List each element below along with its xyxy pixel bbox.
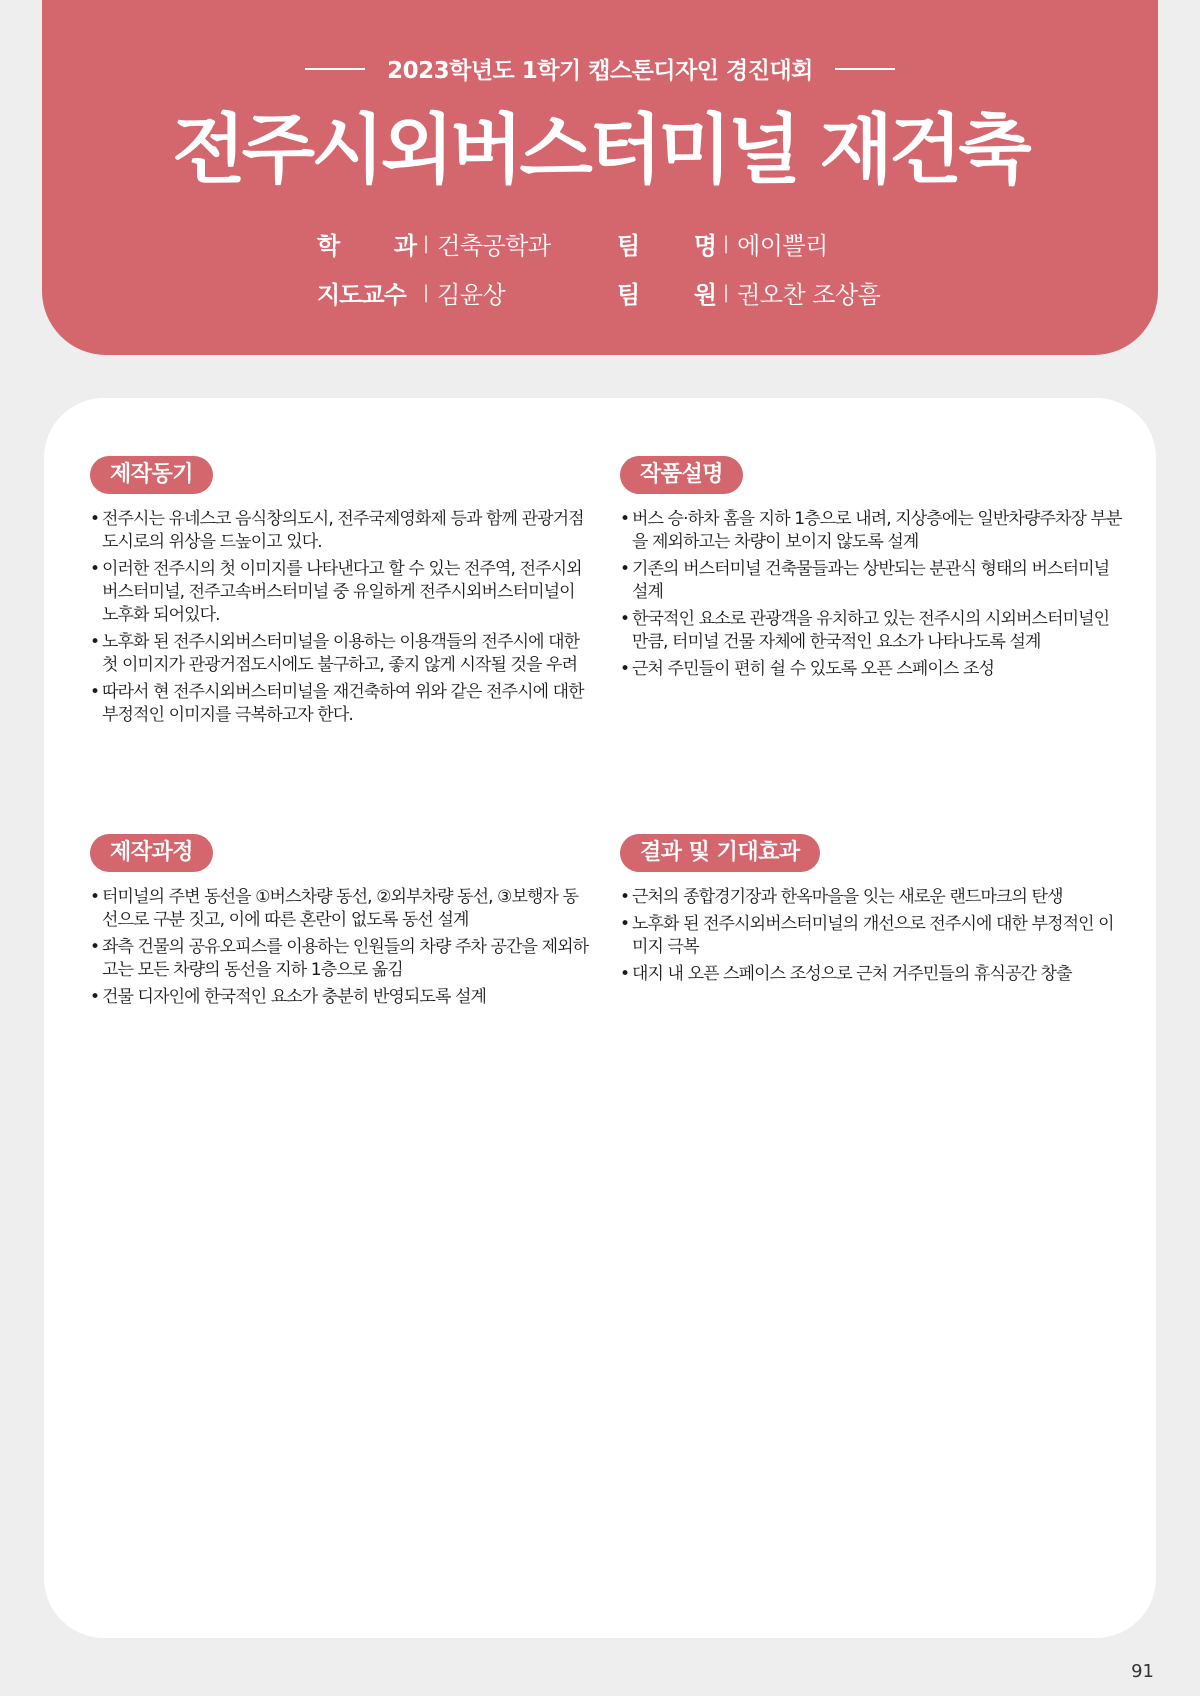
info-separator: | <box>723 282 730 303</box>
advisor-label: 지도교수 <box>317 281 406 309</box>
content-card <box>44 398 1156 1638</box>
bullet-list <box>620 886 1122 986</box>
section-title: 작품설명 <box>620 456 743 494</box>
list-item: • 기존의 버스터미널 건축물들과는 상반되는 분관식 형태의 버스터미널 설계 <box>620 558 1122 604</box>
info-department <box>317 226 617 261</box>
list-item: • 노후화 된 전주시외버스터미널을 이용하는 이용객들의 전주시에 대한 첫 이미지가 관광거점도시에도 불구하고, 좋지 않게 시작될 것을 우려 <box>90 631 590 677</box>
list-item: • 터미널의 주변 동선을 ①버스차량 동선, ②외부차량 동선, ③보행자 동선으로 구분 짓고, 이에 따른 혼란이 없도록 동선 설계 <box>90 886 590 932</box>
list-item: • 버스 승·하차 홈을 지하 1층으로 내려, 지상층에는 일반차량주차장 부분을 제외하고는 차량이 보이지 않도록 설계 <box>620 508 1122 554</box>
bullet-list <box>620 508 1122 681</box>
list-item: • 좌측 건물의 공유오피스를 이용하는 인원들의 차량 주차 공간을 제외하고는 모든 차량의 동선을 지하 1층으로 옮김 <box>90 936 590 982</box>
team-name-value: 에이쁠리 <box>737 232 828 260</box>
section-description <box>620 456 1122 685</box>
list-item: • 노후화 된 전주시외버스터미널의 개선으로 전주시에 대한 부정적인 이미지 극복 <box>620 913 1122 959</box>
list-item: • 따라서 현 전주시외버스터미널을 재건축하여 위와 같은 전주시에 대한 부정적인 이미지를 극복하고자 한다. <box>90 681 590 727</box>
members-label: 팀 원 <box>617 281 717 309</box>
team-name-label: 팀 명 <box>617 232 717 260</box>
event-subtitle: 2023학년도 1학기 캡스톤디자인 경진대회 <box>387 58 813 84</box>
info-separator: | <box>423 282 430 303</box>
section-process <box>90 834 590 1013</box>
section-title: 결과 및 기대효과 <box>620 834 820 872</box>
info-separator: | <box>423 233 430 254</box>
list-item: • 이러한 전주시의 첫 이미지를 나타낸다고 할 수 있는 전주역, 전주시외버스터미널, 전주고속버스터미널 중 유일하게 전주시외버스터미널이 노후화 되어있다. <box>90 558 590 627</box>
list-item: • 대지 내 오픈 스페이스 조성으로 근처 거주민들의 휴식공간 창출 <box>620 963 1122 986</box>
info-members <box>617 275 937 310</box>
members-value: 권오찬 조상흠 <box>737 281 881 309</box>
advisor-value: 김윤상 <box>437 281 506 309</box>
department-value: 건축공학과 <box>437 232 551 260</box>
list-item: • 건물 디자인에 한국적인 요소가 충분히 반영되도록 설계 <box>90 986 590 1009</box>
bullet-list <box>90 886 590 1009</box>
project-info <box>317 226 937 310</box>
section-title: 제작동기 <box>90 456 213 494</box>
bullet-list <box>90 508 590 727</box>
list-item: • 한국적인 요소로 관광객을 유치하고 있는 전주시의 시외버스터미널인 만큼, 터미널 건물 자체에 한국적인 요소가 나타나도록 설계 <box>620 608 1122 654</box>
info-separator: | <box>723 233 730 254</box>
list-item: • 전주시는 유네스코 음식창의도시, 전주국제영화제 등과 함께 관광거점도시로의 위상을 드높이고 있다. <box>90 508 590 554</box>
header-banner <box>42 0 1158 355</box>
list-item: • 근처 주민들이 편히 쉴 수 있도록 오픈 스페이스 조성 <box>620 658 1122 681</box>
subtitle-line-left <box>305 68 365 70</box>
subtitle-line-right <box>835 68 895 70</box>
section-title: 제작과정 <box>90 834 213 872</box>
info-advisor <box>317 275 617 310</box>
subtitle-row <box>42 52 1158 85</box>
info-team-name <box>617 226 937 261</box>
page-number: 91 <box>1131 1661 1154 1682</box>
list-item: • 근처의 종합경기장과 한옥마을을 잇는 새로운 랜드마크의 탄생 <box>620 886 1122 909</box>
department-label: 학 과 <box>317 232 417 260</box>
section-motivation <box>90 456 590 731</box>
project-title: 전주시외버스터미널 재건축 <box>172 105 1028 194</box>
section-results <box>620 834 1122 990</box>
